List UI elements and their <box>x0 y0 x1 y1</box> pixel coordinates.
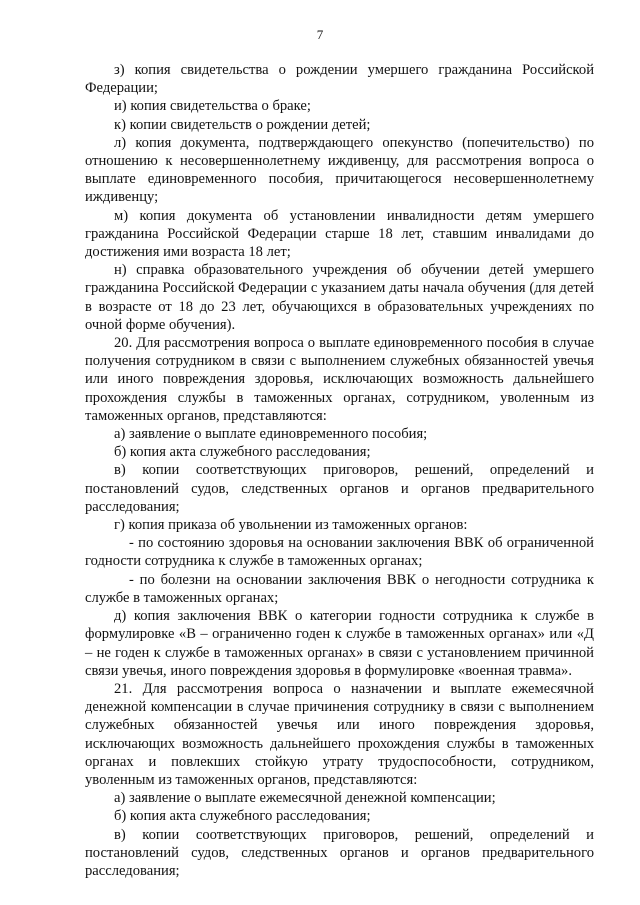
clause-20-item-b: б) копия акта служебного расследования; <box>114 444 371 461</box>
item-m-disability-document: м) копия документа об установлении инвалидности детям умершего гражданина Российской Федерации старше 18 лет, ставшим инвалидами до достижения ими возраста 18 лет; <box>85 207 594 261</box>
clause-21-item-v: в) копии соответствующих приговоров, решений, определений и постановлений судов, следственных органов и органов предварительного расследования; <box>85 826 594 879</box>
page-number: 7 <box>316 27 324 42</box>
clause-20: 20. Для рассмотрения вопроса о выплате единовременного пособия в случае получения сотрудником в связи с выполнением служебных обязанностей увечья или иного повреждения здоровья, исключающих возможность дальнейшего прохождения службы в таможенных органах, сотрудником, уволенным из таможенных органов, представляются: <box>85 335 594 424</box>
clause-20-item-d: д) копия заключения ВВК о категории годности сотрудника к службе в формулировке «В – ограниченно годен к службе в таможенных органах» или «Д – не годен к службе в таможенных органах» в связи с установлением причинной связи увечья, иного повреждения здоровья в формулировке «военная травма». <box>85 608 594 679</box>
item-l-guardianship-document: л) копия документа, подтверждающего опекунство (попечительство) по отношению к несовершеннолетнему иждивенцу, для рассмотрения вопроса о выплате единовременного пособия, причитающегося несовершеннолетнему иждивенцу; <box>85 134 594 206</box>
clause-20-item-v: в) копии соответствующих приговоров, решений, определений и постановлений судов, следственных органов и органов предварительного расследования; <box>85 462 594 515</box>
clause-21-item-a: а) заявление о выплате ежемесячной денежной компенсации; <box>114 790 496 807</box>
clause-20-item-g: г) копия приказа об увольнении из таможенных органов: <box>114 517 468 534</box>
clause-21: 21. Для рассмотрения вопроса о назначении и выплате ежемесячной денежной компенсации в случае причинения сотруднику в связи с выполнением служебных обязанностей увечья или иного повреждения здоровья, исключающих возможность дальнейшего прохождения службы в таможенных органах и повлекших стойкую утрату трудоспособности, сотрудником, уволенным из таможенных органов, представляются: <box>85 680 594 788</box>
item-k-children-birth-certificates: к) копии свидетельств о рождении детей; <box>114 116 371 133</box>
document-body <box>85 61 594 880</box>
item-z-birth-certificate: з) копия свидетельства о рождении умершего гражданина Российской Федерации; <box>85 62 594 97</box>
clause-21-item-b: б) копия акта служебного расследования; <box>114 808 371 825</box>
clause-20-item-a: а) заявление о выплате единовременного пособия; <box>114 426 428 443</box>
clause-20-item-g-dash-1: - по состоянию здоровья на основании заключения ВВК об ограниченной годности сотрудника к службе в таможенных органах; <box>85 535 594 570</box>
item-i-marriage-certificate: и) копия свидетельства о браке; <box>114 98 311 115</box>
item-n-education-certificate: н) справка образовательного учреждения об обучении детей умершего гражданина Российской Федерации с указанием даты начала обучения (для детей в возрасте от 18 до 23 лет, обучающихся в образовательных учреждениях по очной форме обучения). <box>85 262 594 333</box>
clause-20-item-g-dash-2: - по болезни на основании заключения ВВК о негодности сотрудника к службе в таможенных органах; <box>85 571 594 606</box>
